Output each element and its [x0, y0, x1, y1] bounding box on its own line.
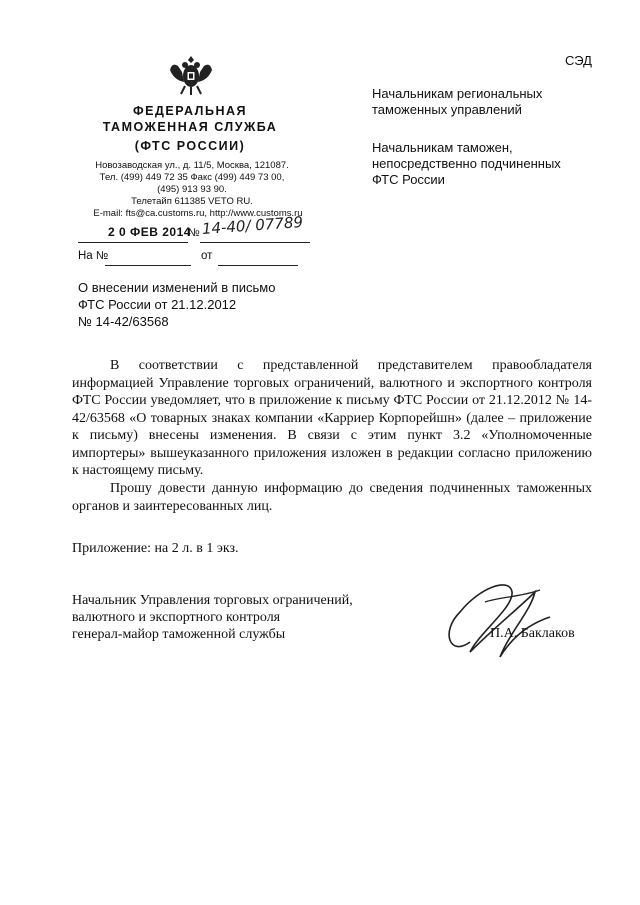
org-name-line1: ФЕДЕРАЛЬНАЯ	[133, 104, 247, 118]
org-name-line2: ТАМОЖЕННАЯ СЛУЖБА	[102, 120, 278, 134]
reference-from-label: от	[201, 250, 213, 262]
coat-of-arms-emblem-icon	[168, 52, 214, 98]
org-abbrev: (ФТС РОССИИ)	[134, 139, 246, 153]
sed-mark: СЭД	[565, 53, 592, 68]
subject-line1: О внесении изменений в письмо	[78, 280, 276, 295]
addressee-customs-line2: непосредственно подчиненных	[372, 156, 561, 171]
contact-email-web: E-mail: fts@ca.customs.ru, http://www.customs.ru	[93, 208, 303, 219]
signatory-title-line1: Начальник Управления торговых ограничений,	[72, 593, 353, 608]
body-paragraph-2: Прошу довести данную информацию до сведения подчиненных таможенных органов и заинтересованных лиц.	[72, 481, 592, 514]
addressee-regional-line1: Начальникам региональных	[372, 86, 543, 101]
registration-number-handwritten: 14-40/ 07789	[201, 212, 304, 238]
addressee-customs-line1: Начальникам таможен,	[372, 140, 513, 155]
subject-line3: № 14-42/63568	[78, 314, 169, 329]
subject-line2: ФТС России от 21.12.2012	[78, 297, 237, 312]
signatory-name: П.А. Баклаков	[490, 626, 575, 641]
handwritten-signature-icon	[440, 572, 560, 662]
attachment-note: Приложение: на 2 л. в 1 экз.	[72, 541, 239, 556]
contact-phone-fax: Тел. (499) 449 72 35 Факс (499) 449 73 00,	[99, 172, 285, 183]
contact-address: Новозаводская ул., д. 11/5, Москва, 121087.	[95, 160, 289, 171]
addressee-customs-line3: ФТС России	[372, 172, 445, 187]
contact-phone2: (495) 913 93 90.	[157, 184, 227, 195]
registration-number-sign: №	[188, 227, 200, 239]
signatory-title-line3: генерал-майор таможенной службы	[72, 627, 286, 642]
contact-teletype: Телетайп 611385 VETO RU.	[131, 196, 253, 207]
addressee-regional-line2: таможенных управлений	[372, 102, 522, 117]
signatory-title-line2: валютного и экспортного контроля	[72, 610, 281, 625]
reference-number-label: На №	[78, 250, 109, 262]
body-paragraph-1: В соответствии с представленной представителем правообладателя информацией Управление торговых ограничений, валютного и экспортного контроля ФТС России уведомляет, что в приложение к письму ФТС России от 21.12.2012 № 14-42/63568 «О товарных знаках компании «Карриер Корпорейшн» (далее – приложение к письму) внесены изменения. В связи с этим пункт 3.2 «Уполномоченные импортеры» вышеуказанного приложения изложен в редакции согласно приложению к настоящему письму.	[72, 358, 592, 478]
registration-date-stamp: 2 0 ФЕВ 2014	[108, 225, 191, 239]
